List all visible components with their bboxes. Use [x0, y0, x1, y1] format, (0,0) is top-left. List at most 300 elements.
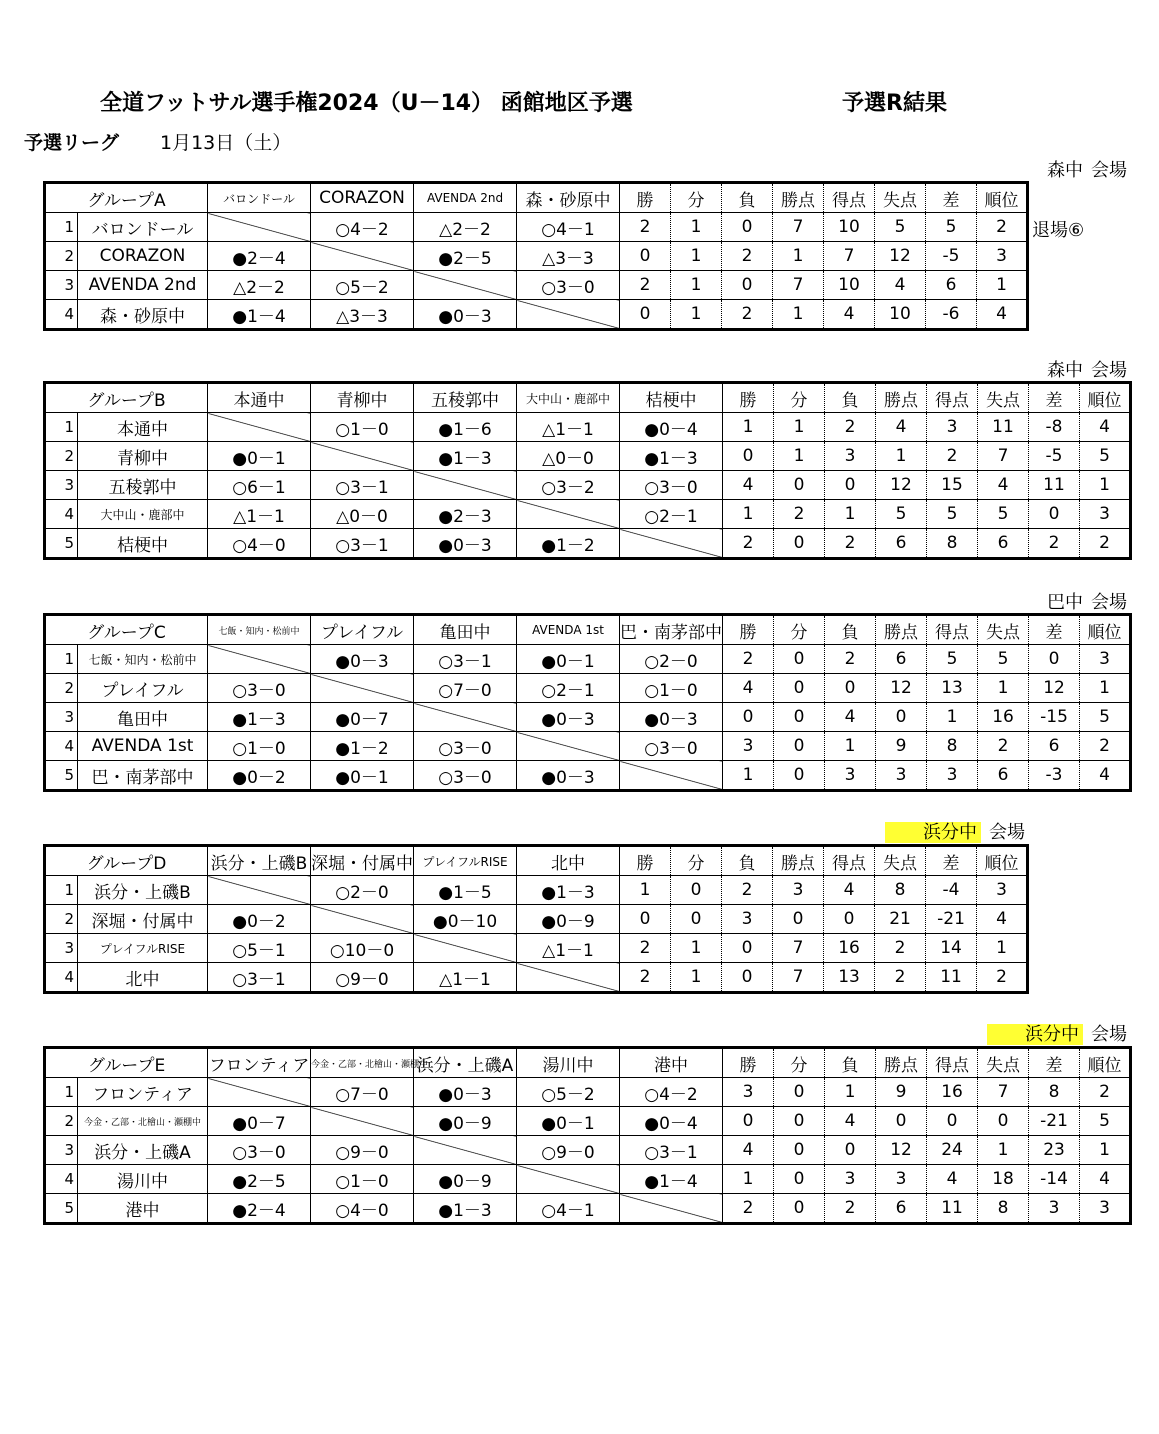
stat-value: 11: [927, 1194, 978, 1224]
group-a-table: [43, 181, 1029, 331]
team-name: バロンドール: [78, 213, 208, 242]
header-row: [45, 615, 1131, 645]
stat-value: 2: [722, 876, 773, 905]
opponent-header: 桔梗中: [620, 383, 723, 413]
match-result: ●1－2: [517, 529, 620, 559]
group-c-table: [43, 613, 1132, 792]
stat-value: 2: [620, 271, 671, 300]
table-row: [45, 1165, 1131, 1194]
match-result: ○7－0: [311, 1078, 414, 1107]
stat-value: 0: [723, 442, 774, 471]
stat-value: 6: [1029, 732, 1080, 761]
stat-value: 24: [927, 1136, 978, 1165]
match-result: ●0－4: [620, 1107, 723, 1136]
stat-value: 0: [774, 1136, 825, 1165]
match-result: ●0－1: [208, 442, 311, 471]
stat-value: 10: [824, 213, 875, 242]
stat-value: 3: [1080, 645, 1131, 674]
match-result: ○2－0: [311, 876, 414, 905]
team-name: 深堀・付属中: [78, 905, 208, 934]
stat-header: 負: [825, 615, 876, 645]
stat-header: 勝: [723, 615, 774, 645]
match-result: ○3－2: [517, 471, 620, 500]
stat-value: 8: [978, 1194, 1029, 1224]
match-result: △3－3: [311, 300, 414, 330]
team-number: 4: [45, 300, 78, 330]
stat-value: 2: [1080, 732, 1131, 761]
stat-value: 4: [824, 876, 875, 905]
match-result: ●0－1: [517, 1107, 620, 1136]
match-result: ○4－1: [517, 1194, 620, 1224]
stat-value: 0: [774, 674, 825, 703]
table-row: [45, 761, 1131, 791]
table-row: [45, 500, 1131, 529]
stat-header: 差: [926, 183, 977, 213]
stat-value: 0: [774, 761, 825, 791]
stat-value: 1: [671, 300, 722, 330]
stat-value: 1: [978, 1136, 1029, 1165]
stat-value: 0: [774, 703, 825, 732]
opponent-header: 湯川中: [517, 1048, 620, 1078]
opponent-header: 巴・南茅部中: [620, 615, 723, 645]
stat-value: 0: [876, 1107, 927, 1136]
stat-value: 21: [875, 905, 926, 934]
stat-value: -21: [1029, 1107, 1080, 1136]
stat-value: 2: [978, 732, 1029, 761]
match-result: ●2－4: [208, 1194, 311, 1224]
stat-header: 分: [774, 615, 825, 645]
stat-value: 7: [773, 271, 824, 300]
stat-value: 1: [1080, 471, 1131, 500]
stat-value: 0: [1029, 645, 1080, 674]
match-result: ○4－0: [311, 1194, 414, 1224]
stat-value: 3: [722, 905, 773, 934]
stat-value: 2: [722, 300, 773, 330]
stat-header: 得点: [824, 183, 875, 213]
match-result: ○6－1: [208, 471, 311, 500]
match-result: ●0－7: [311, 703, 414, 732]
venue-suffix: 会場: [989, 822, 1025, 843]
match-result: △0－0: [517, 442, 620, 471]
stat-value: 0: [671, 905, 722, 934]
stat-value: 4: [876, 413, 927, 442]
match-result: ○3－1: [208, 963, 311, 993]
match-result: ●1－3: [414, 442, 517, 471]
stat-value: 1: [825, 1078, 876, 1107]
table-row: [45, 1078, 1131, 1107]
self-cell: [517, 500, 620, 529]
venue-label-d: [885, 818, 1025, 844]
stat-value: -21: [926, 905, 977, 934]
opponent-header: 浜分・上磯B: [208, 846, 311, 876]
match-date: 1月13日（土）: [160, 132, 292, 154]
stat-value: 2: [825, 1194, 876, 1224]
stat-header: 分: [774, 1048, 825, 1078]
stat-value: 0: [825, 674, 876, 703]
table-row: [45, 732, 1131, 761]
stat-value: 2: [722, 242, 773, 271]
team-number: 5: [45, 761, 78, 791]
stat-value: 2: [825, 413, 876, 442]
venue-name: 巴中: [1047, 592, 1083, 613]
match-result: ○3－0: [208, 674, 311, 703]
stat-value: 4: [825, 703, 876, 732]
team-number: 4: [45, 500, 78, 529]
opponent-header: AVENDA 2nd: [414, 183, 517, 213]
match-result: ●2－5: [414, 242, 517, 271]
stat-value: 4: [1080, 1165, 1131, 1194]
match-result: △3－3: [517, 242, 620, 271]
group-e-table: [43, 1046, 1132, 1225]
team-number: 3: [45, 1136, 78, 1165]
table-row: [45, 242, 1028, 271]
opponent-header: 本通中: [208, 383, 311, 413]
table-row: [45, 703, 1131, 732]
match-result: ○9－0: [311, 1136, 414, 1165]
self-cell: [311, 442, 414, 471]
team-name: 巴・南茅部中: [78, 761, 208, 791]
venue-name: 森中: [1047, 360, 1083, 381]
stat-value: 6: [978, 761, 1029, 791]
stat-value: 7: [824, 242, 875, 271]
stat-header: 勝点: [773, 846, 824, 876]
match-result: ○3－1: [311, 529, 414, 559]
stat-value: 4: [1080, 413, 1131, 442]
stat-value: 5: [876, 500, 927, 529]
stat-value: 3: [977, 876, 1028, 905]
stat-value: 1: [620, 876, 671, 905]
stat-header: 勝: [723, 383, 774, 413]
stat-value: 2: [927, 442, 978, 471]
match-result: ○4－1: [517, 213, 620, 242]
header-row: [45, 1048, 1131, 1078]
stat-header: 勝: [620, 183, 671, 213]
stat-value: 4: [977, 905, 1028, 934]
stat-value: 3: [723, 1078, 774, 1107]
group-label: グループA: [45, 183, 208, 213]
match-result: ○3－0: [517, 271, 620, 300]
match-result: ●0－3: [414, 1078, 517, 1107]
self-cell: [208, 876, 311, 905]
venue-label-c: [1047, 588, 1127, 614]
stat-value: 5: [1080, 703, 1131, 732]
stat-value: 2: [620, 934, 671, 963]
team-number: 3: [45, 934, 78, 963]
stat-value: 7: [773, 963, 824, 993]
opponent-header: 深堀・付属中: [311, 846, 414, 876]
match-result: ●1－5: [414, 876, 517, 905]
stat-value: 2: [620, 963, 671, 993]
opponent-header: プレイフル: [311, 615, 414, 645]
match-result: ●0－3: [414, 300, 517, 330]
stat-value: 12: [876, 1136, 927, 1165]
table-row: [45, 1107, 1131, 1136]
self-cell: [517, 300, 620, 330]
self-cell: [414, 1136, 517, 1165]
match-result: ●0－2: [208, 761, 311, 791]
match-result: △1－1: [414, 963, 517, 993]
match-result: ●0－3: [414, 529, 517, 559]
team-number: 3: [45, 471, 78, 500]
match-result: ○2－0: [620, 645, 723, 674]
stat-value: 5: [927, 500, 978, 529]
group-label: グループC: [45, 615, 208, 645]
match-result: ○2－1: [620, 500, 723, 529]
stat-value: 12: [876, 471, 927, 500]
stat-value: 1: [723, 500, 774, 529]
match-result: △2－2: [208, 271, 311, 300]
team-name: 青柳中: [78, 442, 208, 471]
stat-value: 8: [927, 732, 978, 761]
match-result: ●0－9: [517, 905, 620, 934]
self-cell: [517, 1165, 620, 1194]
stat-header: 順位: [1080, 615, 1131, 645]
stat-value: 0: [978, 1107, 1029, 1136]
match-result: ●2－5: [208, 1165, 311, 1194]
stat-value: 0: [774, 1194, 825, 1224]
stat-value: 7: [773, 213, 824, 242]
stat-value: 13: [824, 963, 875, 993]
stat-header: 得点: [927, 383, 978, 413]
stat-header: 負: [722, 846, 773, 876]
stat-value: 0: [876, 703, 927, 732]
self-cell: [517, 732, 620, 761]
table-row: [45, 645, 1131, 674]
self-cell: [414, 934, 517, 963]
stat-value: 0: [773, 905, 824, 934]
table-row: [45, 905, 1028, 934]
stat-value: 1: [927, 703, 978, 732]
match-result: ○1－0: [208, 732, 311, 761]
self-cell: [620, 1194, 723, 1224]
stat-value: 5: [927, 645, 978, 674]
stat-value: 4: [875, 271, 926, 300]
team-name: 五稜郭中: [78, 471, 208, 500]
stat-value: 16: [824, 934, 875, 963]
stat-header: 失点: [875, 846, 926, 876]
self-cell: [208, 645, 311, 674]
table-row: [45, 471, 1131, 500]
team-number: 2: [45, 674, 78, 703]
team-number: 1: [45, 413, 78, 442]
stat-value: 5: [1080, 1107, 1131, 1136]
group-label: グループB: [45, 383, 208, 413]
stat-value: -5: [926, 242, 977, 271]
match-result: ●0－9: [414, 1165, 517, 1194]
stat-value: 2: [723, 645, 774, 674]
venue-name: 浜分中: [885, 822, 981, 843]
opponent-header: 青柳中: [311, 383, 414, 413]
opponent-header: 七飯・知内・松前中: [208, 615, 311, 645]
team-name: 亀田中: [78, 703, 208, 732]
stat-value: 16: [927, 1078, 978, 1107]
stat-value: 2: [1080, 529, 1131, 559]
self-cell: [414, 703, 517, 732]
opponent-header: 北中: [517, 846, 620, 876]
team-number: 2: [45, 905, 78, 934]
stat-value: 12: [876, 674, 927, 703]
stat-value: 7: [978, 1078, 1029, 1107]
team-number: 1: [45, 213, 78, 242]
opponent-header: 亀田中: [414, 615, 517, 645]
match-result: ○3－0: [620, 732, 723, 761]
stat-header: 勝点: [876, 383, 927, 413]
stat-value: 2: [977, 213, 1028, 242]
match-result: ○3－1: [620, 1136, 723, 1165]
stat-header: 順位: [1080, 383, 1131, 413]
match-result: ●0－4: [620, 413, 723, 442]
stat-header: 得点: [927, 1048, 978, 1078]
team-number: 2: [45, 242, 78, 271]
team-number: 3: [45, 271, 78, 300]
match-result: ●0－2: [208, 905, 311, 934]
stat-value: 2: [825, 645, 876, 674]
table-row: [45, 300, 1028, 330]
stat-value: 4: [723, 1136, 774, 1165]
stat-header: 失点: [875, 183, 926, 213]
match-result: ○3－0: [414, 732, 517, 761]
stat-value: 4: [825, 1107, 876, 1136]
self-cell: [311, 905, 414, 934]
stat-value: 3: [1029, 1194, 1080, 1224]
stat-value: 2: [875, 934, 926, 963]
match-result: △2－2: [414, 213, 517, 242]
stat-value: 1: [977, 934, 1028, 963]
venue-label-e: [987, 1020, 1127, 1046]
team-number: 1: [45, 1078, 78, 1107]
venue-suffix: 会場: [1091, 1024, 1127, 1045]
stat-value: 2: [620, 213, 671, 242]
match-result: ○9－0: [311, 963, 414, 993]
match-result: ○4－2: [311, 213, 414, 242]
stat-header: 差: [1029, 383, 1080, 413]
match-result: ○1－0: [311, 413, 414, 442]
stat-value: 0: [723, 703, 774, 732]
stat-value: 6: [978, 529, 1029, 559]
stat-header: 順位: [1080, 1048, 1131, 1078]
stat-value: 5: [978, 645, 1029, 674]
match-result: ○3－0: [208, 1136, 311, 1165]
stat-header: 失点: [978, 615, 1029, 645]
stat-value: 15: [927, 471, 978, 500]
match-result: ○3－0: [414, 761, 517, 791]
team-name: 今金・乙部・北檜山・瀬棚中: [78, 1107, 208, 1136]
stat-value: 1: [671, 271, 722, 300]
stat-value: 6: [876, 529, 927, 559]
match-result: ●0－9: [414, 1107, 517, 1136]
stat-value: 2: [825, 529, 876, 559]
stat-header: 差: [1029, 1048, 1080, 1078]
match-result: ●1－4: [208, 300, 311, 330]
stat-value: 11: [1029, 471, 1080, 500]
table-row: [45, 442, 1131, 471]
stat-value: 0: [722, 271, 773, 300]
stat-value: 1: [671, 934, 722, 963]
stat-header: 差: [926, 846, 977, 876]
stat-header: 得点: [927, 615, 978, 645]
stat-value: 3: [876, 761, 927, 791]
stat-value: 2: [723, 1194, 774, 1224]
group-label: グループE: [45, 1048, 208, 1078]
stat-value: 1: [671, 963, 722, 993]
table-row: [45, 876, 1028, 905]
stat-value: 12: [1029, 674, 1080, 703]
stat-value: 7: [773, 934, 824, 963]
match-result: ●1－3: [517, 876, 620, 905]
self-cell: [414, 271, 517, 300]
stat-value: 5: [875, 213, 926, 242]
team-name: 湯川中: [78, 1165, 208, 1194]
opponent-header: フロンティア: [208, 1048, 311, 1078]
stat-value: 1: [978, 674, 1029, 703]
stat-value: -8: [1029, 413, 1080, 442]
stat-value: -5: [1029, 442, 1080, 471]
match-result: △0－0: [311, 500, 414, 529]
stat-value: 1: [773, 242, 824, 271]
stat-value: 4: [824, 300, 875, 330]
stat-header: 負: [722, 183, 773, 213]
stat-value: 0: [825, 1136, 876, 1165]
match-result: ●0－1: [311, 761, 414, 791]
stat-header: 分: [671, 846, 722, 876]
header-row: [45, 846, 1028, 876]
stat-value: 0: [620, 242, 671, 271]
match-result: ○3－1: [311, 471, 414, 500]
page-title: 全道フットサル選手権2024（U－14） 函館地区予選: [100, 91, 633, 116]
stat-value: 0: [722, 963, 773, 993]
team-name: 森・砂原中: [78, 300, 208, 330]
group-note: 退場⑥: [1032, 220, 1085, 241]
stat-value: 0: [620, 905, 671, 934]
opponent-header: バロンドール: [208, 183, 311, 213]
stat-value: 5: [926, 213, 977, 242]
stat-value: 8: [875, 876, 926, 905]
stat-header: 順位: [977, 183, 1028, 213]
stat-value: 3: [927, 413, 978, 442]
opponent-header: 五稜郭中: [414, 383, 517, 413]
stat-header: 勝点: [876, 1048, 927, 1078]
match-result: ●0－3: [517, 703, 620, 732]
stat-value: 9: [876, 732, 927, 761]
team-name: プレイフル: [78, 674, 208, 703]
team-number: 4: [45, 1165, 78, 1194]
team-number: 5: [45, 529, 78, 559]
stat-value: 1: [671, 242, 722, 271]
stat-value: 0: [620, 300, 671, 330]
team-name: 七飯・知内・松前中: [78, 645, 208, 674]
stat-value: 6: [926, 271, 977, 300]
result-label: 予選R結果: [842, 91, 947, 116]
stat-value: 12: [875, 242, 926, 271]
self-cell: [208, 1078, 311, 1107]
match-result: △1－1: [208, 500, 311, 529]
stat-header: 勝点: [876, 615, 927, 645]
stat-value: 2: [723, 529, 774, 559]
stat-value: 3: [773, 876, 824, 905]
stat-value: 6: [876, 645, 927, 674]
team-name: 大中山・鹿部中: [78, 500, 208, 529]
match-result: ●1－3: [414, 1194, 517, 1224]
stat-header: 分: [774, 383, 825, 413]
stat-value: 3: [1080, 500, 1131, 529]
team-name: AVENDA 1st: [78, 732, 208, 761]
stat-value: 1: [723, 761, 774, 791]
stat-value: 3: [977, 242, 1028, 271]
header-row: [45, 183, 1028, 213]
stat-header: 順位: [977, 846, 1028, 876]
stat-value: 2: [875, 963, 926, 993]
stat-value: 0: [824, 905, 875, 934]
